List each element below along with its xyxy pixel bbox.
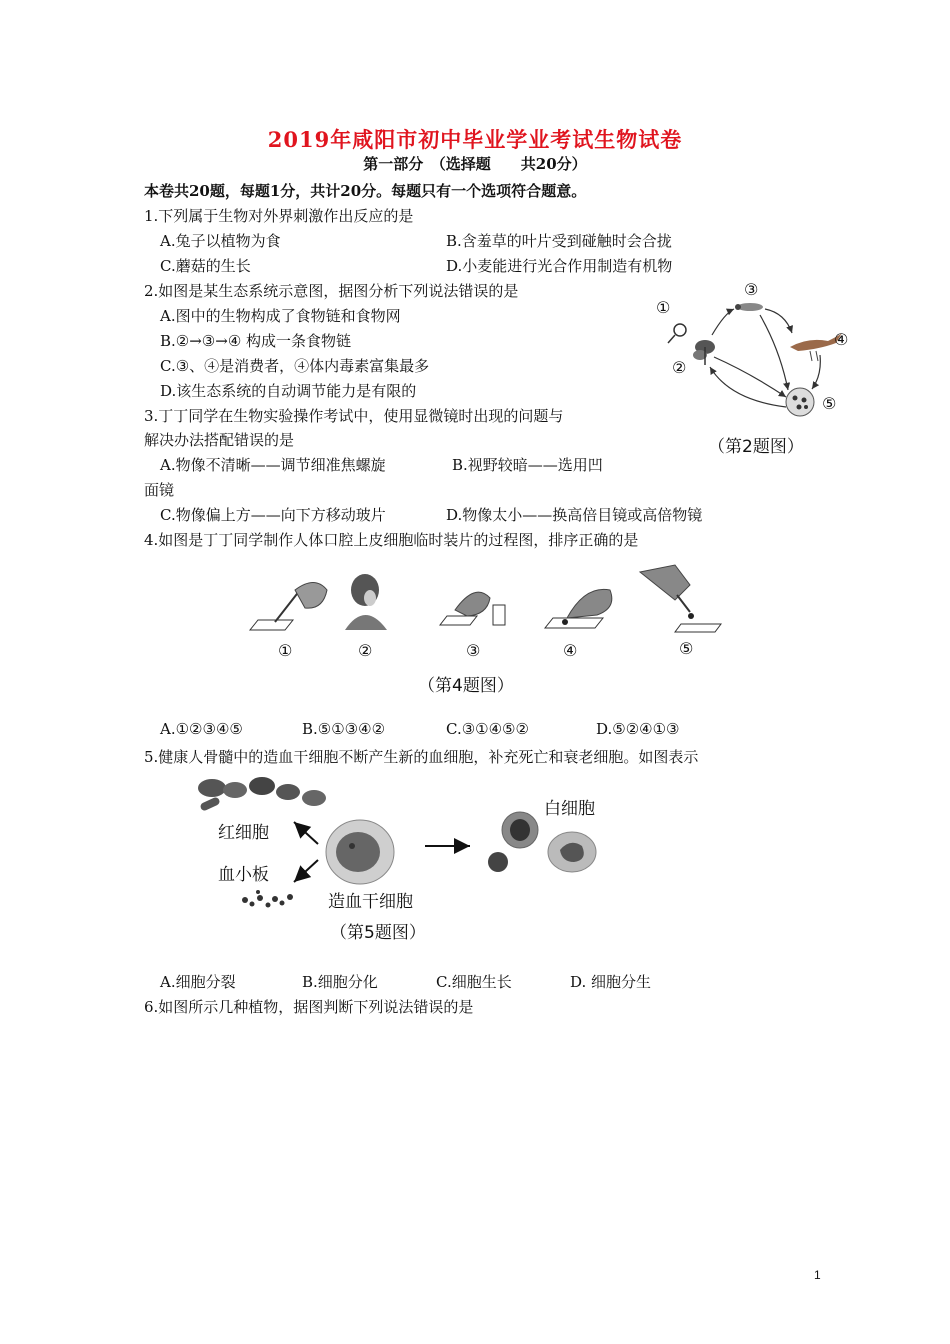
q2-stem: 2.如图是某生态系统示意图，据图分析下列说法错误的是 [144,282,519,300]
fig4-label-5: ⑤ [679,639,694,658]
instructions: 本卷共20题，每题1分，共计20分。每题只有一个选项符合题意。 [144,182,587,200]
q6-stem: 6.如图所示几种植物，据图判断下列说法错误的是 [144,998,474,1016]
step3-image [440,592,505,625]
label-stem-cell: 造血干细胞 [328,892,413,912]
q3-stem-line1: 3.丁丁同学在生物实验操作考试中，使用显微镜时出现的问题与 [144,407,564,425]
section-subtitle: 第一部分 （选择题 共20分） [363,155,587,173]
fig2-label-1: ① [656,298,671,317]
fig4-label-2: ② [358,641,373,660]
q4-option-d: D.⑤②④①③ [596,720,680,738]
q4-stem: 4.如图是丁丁同学制作人体口腔上皮细胞临时装片的过程图，排序正确的是 [144,531,639,549]
q1-option-d: D.小麦能进行光合作用制造有机物 [446,257,673,275]
q4-option-c: C.③①④⑤② [446,720,529,738]
fig4-label-1: ① [278,641,293,660]
white-blood-cells [488,812,596,872]
fig4-label-4: ④ [563,641,578,660]
q1-option-c: C.蘑菇的生长 [160,257,251,275]
red-blood-cells [198,777,326,812]
q3-option-a: A.物像不清晰——调节细准焦螺旋 [160,456,386,474]
q4-option-a: A.①②③④⑤ [160,720,243,738]
q1-option-a: A.兔子以植物为食 [160,232,281,250]
q5-stem: 5.健康人骨髓中的造血干细胞不断产生新的血细胞，补充死亡和衰老细胞。如图表示 [144,748,699,766]
caterpillar-icon [735,303,763,311]
q3-option-d: D.物像太小——换高倍目镜或高倍物镜 [446,506,703,524]
label-red-blood-cell: 红细胞 [218,823,269,843]
q2-option-d: D.该生态系统的自动调节能力是有限的 [160,382,417,400]
platelets [242,890,293,908]
page-number: 1 [814,1268,821,1282]
slide-prep-steps [245,560,725,640]
fig4-label-3: ③ [466,641,481,660]
q3-stem-line2: 解决办法搭配错误的是 [144,431,295,449]
fig2-caption: （第2题图） [708,437,804,457]
ecosystem-diagram [650,275,870,425]
fig2-label-5: ⑤ [822,394,837,413]
plant-icon [693,340,715,365]
sun-icon [674,324,686,336]
q3-option-b-line1: B.视野较暗——选用凹 [452,456,603,474]
q2-option-c: C.③、④是消费者，④体内毒素富集最多 [160,357,430,375]
fig2-label-3: ③ [744,280,759,299]
step1-image [250,583,327,631]
q2-option-a: A.图中的生物构成了食物链和食物网 [160,307,401,325]
q3-option-c: C.物像偏上方——向下方移动玻片 [160,506,386,524]
page-title: 2019年咸阳市初中毕业学业考试生物试卷 [267,127,683,152]
q5-option-d: D. 细胞分生 [570,973,652,991]
fig5-caption: （第5题图） [330,923,426,943]
q5-option-c: C.细胞生长 [436,973,512,991]
q1-stem: 1.下列属于生物对外界刺激作出反应的是 [144,207,414,225]
fig4-caption: （第4题图） [418,676,514,696]
fig2-label-2: ② [672,358,687,377]
q1-option-b: B.含羞草的叶片受到碰触时会合拢 [446,232,672,250]
q2-option-b: B.②→③→④ 构成一条食物链 [160,332,352,350]
q3-option-b-line2: 面镜 [144,481,175,499]
q5-option-b: B.细胞分化 [302,973,378,991]
step5-image [640,565,721,632]
q5-option-a: A.细胞分裂 [160,973,236,991]
fig2-label-4: ④ [834,330,849,349]
step4-image [545,589,612,628]
step2-image [345,574,387,630]
stem-cell [326,820,394,884]
label-white-blood-cell: 白细胞 [544,799,595,819]
decomposer-icon [786,388,814,416]
label-platelet: 血小板 [218,865,269,885]
q4-option-b: B.⑤①③④② [302,720,386,738]
